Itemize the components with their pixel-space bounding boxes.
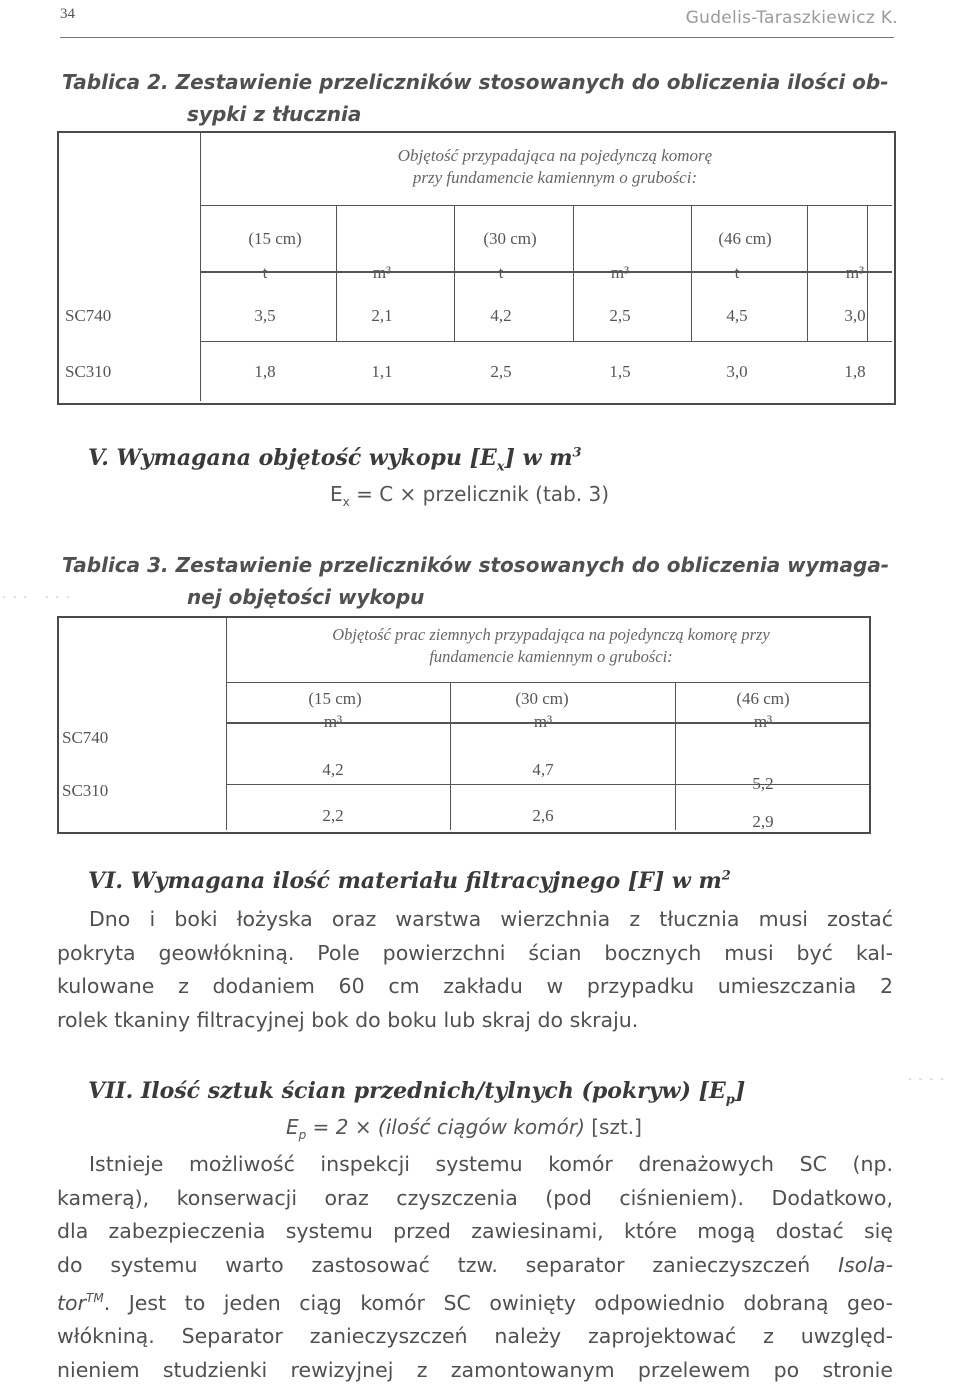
section7-heading-sub: p xyxy=(725,1092,735,1108)
table3-cell: 2,9 xyxy=(752,812,774,831)
section7-isolator-part2: tor xyxy=(57,1290,87,1315)
section5-heading-prefix: V. Wymagana objętość wykopu [E xyxy=(88,445,497,471)
section6-line: rolek tkaniny filtracyjnej bok do boku lub skraj do skraju. xyxy=(57,1007,639,1032)
table2-row-label: SC740 xyxy=(65,306,112,325)
table2-cell: 1,8 xyxy=(254,362,276,381)
table2-cell: 3,0 xyxy=(844,306,866,325)
section7-paragraph xyxy=(57,1148,893,1387)
table3-row-label: SC310 xyxy=(62,781,109,800)
table3-cell: 2,6 xyxy=(532,806,554,825)
section6-heading-text: VI. Wymagana ilość materiału filtracyjnego [F] w m xyxy=(88,868,722,894)
section7-line-5 xyxy=(57,1282,893,1320)
table2-cell: 2,5 xyxy=(609,306,631,325)
table2-cell: 4,5 xyxy=(726,306,748,325)
table2-unit-3: t xyxy=(498,263,504,282)
section7-heading xyxy=(88,1078,745,1107)
section6-heading xyxy=(88,868,731,894)
table3-width-15: (15 cm) xyxy=(308,689,362,708)
table2-cell: 3,5 xyxy=(254,306,276,325)
table2-unit-4: m³ xyxy=(610,263,630,282)
table3-caption-line1: Zestawienie przeliczników stosowanych do obliczenia wymaga- xyxy=(175,553,890,577)
table2-unit-6: m³ xyxy=(845,263,865,282)
table2-header-line1: Objętość przypadająca na pojedynczą komorę xyxy=(397,146,713,165)
table2-row-label: SC310 xyxy=(65,362,112,381)
table2-unit-5: t xyxy=(734,263,740,282)
table2-unit-1: t xyxy=(262,263,268,282)
section5-heading-sup: 3 xyxy=(572,445,582,461)
table2-header xyxy=(300,145,810,189)
table3-row-label: SC740 xyxy=(62,728,109,747)
table2-cell: 4,2 xyxy=(490,306,512,325)
table3-caption-label: Tablica 3. xyxy=(62,553,169,577)
table2-width-15: (15 cm) xyxy=(248,229,302,248)
section7-line-5-text: . Jest to jeden ciąg komór SC owinięty odpowiednio dobraną geo- xyxy=(103,1290,893,1315)
section6-line: kulowane z dodaniem 60 cm zakładu w przypadku umieszczania 2 xyxy=(57,974,893,998)
page-number: 34 xyxy=(60,6,75,22)
section7-line: dla zabezpieczenia systemu przed zawiesinami, które mogą dostać się xyxy=(57,1219,893,1243)
section7-line: kamerą), konserwacji oraz czyszczenia (pod ciśnieniem). Dodatkowo, xyxy=(57,1185,893,1210)
table3-unit-1: m³ xyxy=(323,712,343,731)
section7-formula-mid: = 2 × (ilość ciągów komór) xyxy=(306,1115,585,1139)
table3-header-line1: Objętość prac ziemnych przypadająca na pojedynczą komorę przy xyxy=(332,625,770,644)
table2-caption-line2: sypki z tłucznia xyxy=(187,102,362,126)
section7-line: nieniem studzienki rewizyjnej z zamontowanym przelewem po stronie xyxy=(57,1357,893,1382)
section5-formula-left: E xyxy=(330,482,343,506)
table3-unit-3: m³ xyxy=(753,712,773,731)
section7-heading-suffix: ] xyxy=(734,1078,746,1104)
section7-heading-prefix: VII. Ilość sztuk ścian przednich/tylnych (pokryw) [E xyxy=(88,1078,726,1104)
section6-line: Dno i boki łożyska oraz warstwa wierzchnia z tłucznia musi zostać xyxy=(89,907,893,931)
table3-header xyxy=(236,624,866,668)
table2-width-30: (30 cm) xyxy=(483,229,537,248)
table2-caption-line1: Zestawienie przeliczników stosowanych do obliczenia ilości ob- xyxy=(175,70,889,94)
table2-unit-2: m³ xyxy=(372,263,392,282)
table3-unit-2: m³ xyxy=(533,712,553,731)
section7-tm: TM xyxy=(86,1291,104,1305)
table3-cell: 2,2 xyxy=(322,806,344,825)
table2-cell: 2,5 xyxy=(490,362,512,381)
margin-mark-left: - - - - - - xyxy=(2,592,72,603)
section7-line-4 xyxy=(57,1249,893,1283)
table2-cell: 3,0 xyxy=(726,362,748,381)
section7-formula-sub: p xyxy=(298,1128,307,1142)
margin-mark-right: - - - - xyxy=(908,1074,946,1085)
table2-cell: 1,1 xyxy=(371,362,393,381)
table2-width-46: (46 cm) xyxy=(718,229,772,248)
section6-heading-sup: 2 xyxy=(721,868,731,884)
table2-caption xyxy=(62,70,889,94)
table3-cell: 5,2 xyxy=(752,774,774,793)
section7-line: włókniną. Separator zanieczyszczeń należy zaprojektować z uwzględ- xyxy=(57,1324,893,1349)
section6-paragraph xyxy=(57,903,893,1037)
table2-cell: 1,5 xyxy=(609,362,631,381)
table2-cell: 1,8 xyxy=(844,362,866,381)
running-title: Gudelis-Taraszkiewicz K. xyxy=(685,8,898,28)
section7-formula xyxy=(286,1115,642,1142)
header-rule xyxy=(60,37,894,38)
section6-line: pokryta geowłókniną. Pole powierzchni ścian bocznych musi być kal- xyxy=(57,940,893,965)
section7-line-4-text: do systemu warto zastosować tzw. separator zanieczyszczeń xyxy=(57,1252,811,1277)
table3-header-line2: fundamencie kamiennym o grubości: xyxy=(429,647,673,666)
table3-width-30: (30 cm) xyxy=(515,689,569,708)
table2-header-line2: przy fundamencie kamiennym o grubości: xyxy=(412,168,698,187)
table2-caption-label: Tablica 2. xyxy=(62,70,169,94)
section7-line: Istnieje możliwość inspekcji systemu komór drenażowych SC (np. xyxy=(89,1152,893,1176)
table3-caption xyxy=(62,553,889,577)
section5-heading xyxy=(88,445,582,474)
table2-cell: 2,1 xyxy=(371,306,393,325)
section5-heading-suffix: ] w m xyxy=(504,445,573,471)
section7-formula-unit: [szt.] xyxy=(584,1115,642,1139)
section5-formula xyxy=(330,482,609,509)
section5-formula-right: = C × przelicznik (tab. 3) xyxy=(356,482,609,506)
table3-caption-line2: nej objętości wykopu xyxy=(187,585,425,609)
section7-isolator-part1: Isola- xyxy=(838,1252,893,1277)
table3-cell: 4,2 xyxy=(322,760,344,779)
section5-formula-sub: x xyxy=(342,495,350,509)
table3-cell: 4,7 xyxy=(532,760,554,779)
section5-heading-sub: x xyxy=(496,459,505,475)
section7-formula-left: E xyxy=(286,1115,299,1139)
table3-width-46: (46 cm) xyxy=(736,689,790,708)
